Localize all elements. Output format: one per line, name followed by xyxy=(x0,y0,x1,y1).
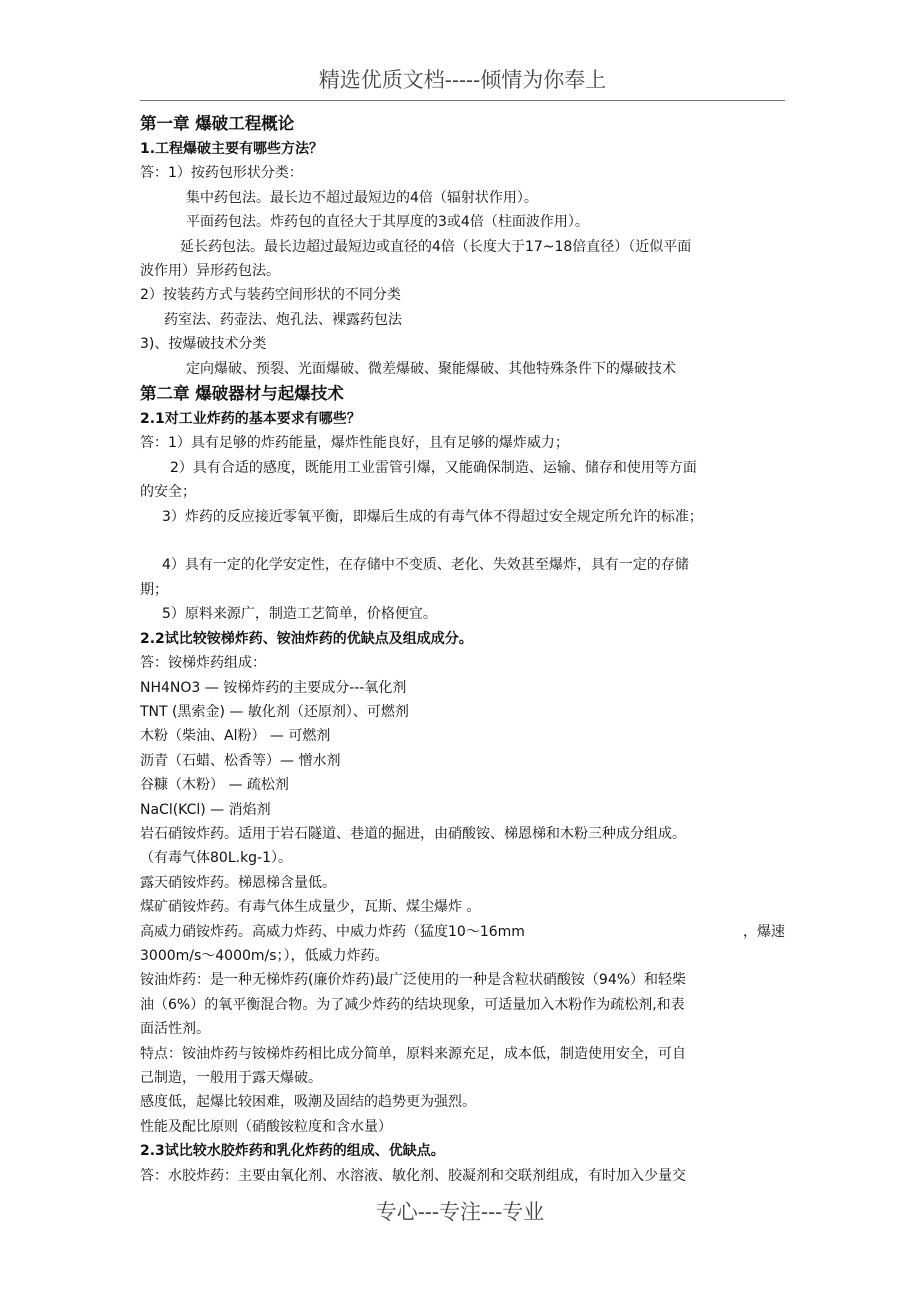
answer-line: 平面药包法。炸药包的直径大于其厚度的3或4倍（柱面波作用）。 xyxy=(186,214,589,231)
answer-line: 煤矿硝铵炸药。有毒气体生成量少，瓦斯、煤尘爆炸 。 xyxy=(140,899,481,916)
answer-line: 3000m/s～4000m/s；），低威力炸药。 xyxy=(140,947,389,964)
answer-line: 5）原料来源广，制造工艺简单，价格便宜。 xyxy=(162,606,437,623)
chapter-1-title: 第一章 爆破工程概论 xyxy=(140,114,295,133)
question-2-2: 2.2试比较铵梯炸药、铵油炸药的优缺点及组成成分。 xyxy=(140,630,473,647)
answer-line: 感度低，起爆比较困难，吸潮及固结的趋势更为强烈。 xyxy=(140,1094,476,1111)
answer-line: NH4NO3 — 铵梯炸药的主要成分---氧化剂 xyxy=(140,679,407,696)
answer-line: 的安全； xyxy=(140,484,196,501)
answer-line: 集中药包法。最长边不超过最短边的4倍（辐射状作用）。 xyxy=(186,189,538,206)
answer-line: 油（6%）的氧平衡混合物。为了减少炸药的结块现象，可适量加入木粉作为疏松剂,和表 xyxy=(140,996,685,1013)
answer-line: 答：1）具有足够的炸药能量，爆炸性能良好，且有足够的爆炸威力； xyxy=(140,435,569,452)
answer-line: 2）具有合适的感度，既能用工业雷管引爆，又能确保制造、运输、储存和使用等方面 xyxy=(170,459,697,476)
answer-line: （有毒气体80L.kg-1）。 xyxy=(140,850,293,867)
answer-line: 期； xyxy=(140,581,168,598)
answer-line: 己制造，一般用于露天爆破。 xyxy=(140,1070,322,1087)
answer-line: 沥青（石蜡、松香等）— 憎水剂 xyxy=(140,752,341,769)
question-2-3: 2.3试比较水胶炸药和乳化炸药的组成、优缺点。 xyxy=(140,1143,445,1160)
answer-line: 2）按装药方式与装药空间形状的不同分类 xyxy=(140,287,401,304)
answer-line: 答：铵梯炸药组成： xyxy=(140,655,266,672)
answer-line: 定向爆破、预裂、光面爆破、微差爆破、聚能爆破、其他特殊条件下的爆破技术 xyxy=(186,360,676,377)
answer-line-left: 高威力硝铵炸药。高威力炸药、中威力炸药（猛度10～16mm xyxy=(140,923,525,940)
answer-line: 答：水胶炸药：主要由氧化剂、水溶液、敏化剂、胶凝剂和交联剂组成，有时加入少量交 xyxy=(140,1167,686,1184)
answer-line: 特点：铵油炸药与铵梯炸药相比成分简单，原料来源充足，成本低，制造使用安全，可自 xyxy=(140,1045,686,1062)
chapter-2-title: 第二章 爆破器材与起爆技术 xyxy=(140,384,344,404)
answer-line: 岩石硝铵炸药。适用于岩石隧道、巷道的掘进，由硝酸铵、梯恩梯和木粉三种成分组成。 xyxy=(140,825,686,842)
answer-line: 性能及配比原则（硝酸铵粒度和含水量） xyxy=(140,1118,392,1135)
answer-line: 延长药包法。最长边超过最短边或直径的4倍（长度大于17~18倍直径）（近似平面 xyxy=(180,238,692,255)
answer-line: 药室法、药壶法、炮孔法、裸露药包法 xyxy=(164,311,402,328)
question-2-1: 2.1对工业炸药的基本要求有哪些？ xyxy=(140,411,361,428)
answer-line: 波作用）异形药包法。 xyxy=(140,263,280,280)
page-footer: 专心---专注---专业 xyxy=(375,1200,545,1224)
page-header: 精选优质文档-----倾情为你奉上 xyxy=(140,64,785,101)
answer-line-right: ，爆速 xyxy=(743,923,785,940)
answer-line: 谷糠（木粉） — 疏松剂 xyxy=(140,777,289,794)
answer-line: NaCl(KCl) — 消焰剂 xyxy=(140,801,271,818)
answer-line: 4）具有一定的化学安定性，在存储中不变质、老化、失效甚至爆炸，具有一定的存储 xyxy=(162,557,689,574)
answer-line: 面活性剂。 xyxy=(140,1021,210,1038)
answer-line: 木粉（柴油、Al粉） — 可燃剂 xyxy=(140,728,331,745)
answer-line: 答：1）按药包形状分类： xyxy=(140,165,303,182)
answer-line: 铵油炸药：是一种无梯炸药(廉价炸药)最广泛使用的一种是含粒状硝酸铵（94%）和轻柴 xyxy=(140,972,687,989)
answer-line: 3)、按爆破技术分类 xyxy=(140,336,267,353)
document-body xyxy=(140,111,785,1188)
answer-line: 3）炸药的反应接近零氧平衡，即爆后生成的有毒气体不得超过安全规定所允许的标准； xyxy=(162,508,703,525)
question-1: 1.工程爆破主要有哪些方法？ xyxy=(140,141,324,157)
answer-line: 露天硝铵炸药。梯恩梯含量低。 xyxy=(140,874,336,891)
answer-line: TNT (黑索金) — 敏化剂（还原剂）、可燃剂 xyxy=(140,703,409,720)
blank-line xyxy=(140,529,785,553)
answer-line-split xyxy=(140,920,785,944)
